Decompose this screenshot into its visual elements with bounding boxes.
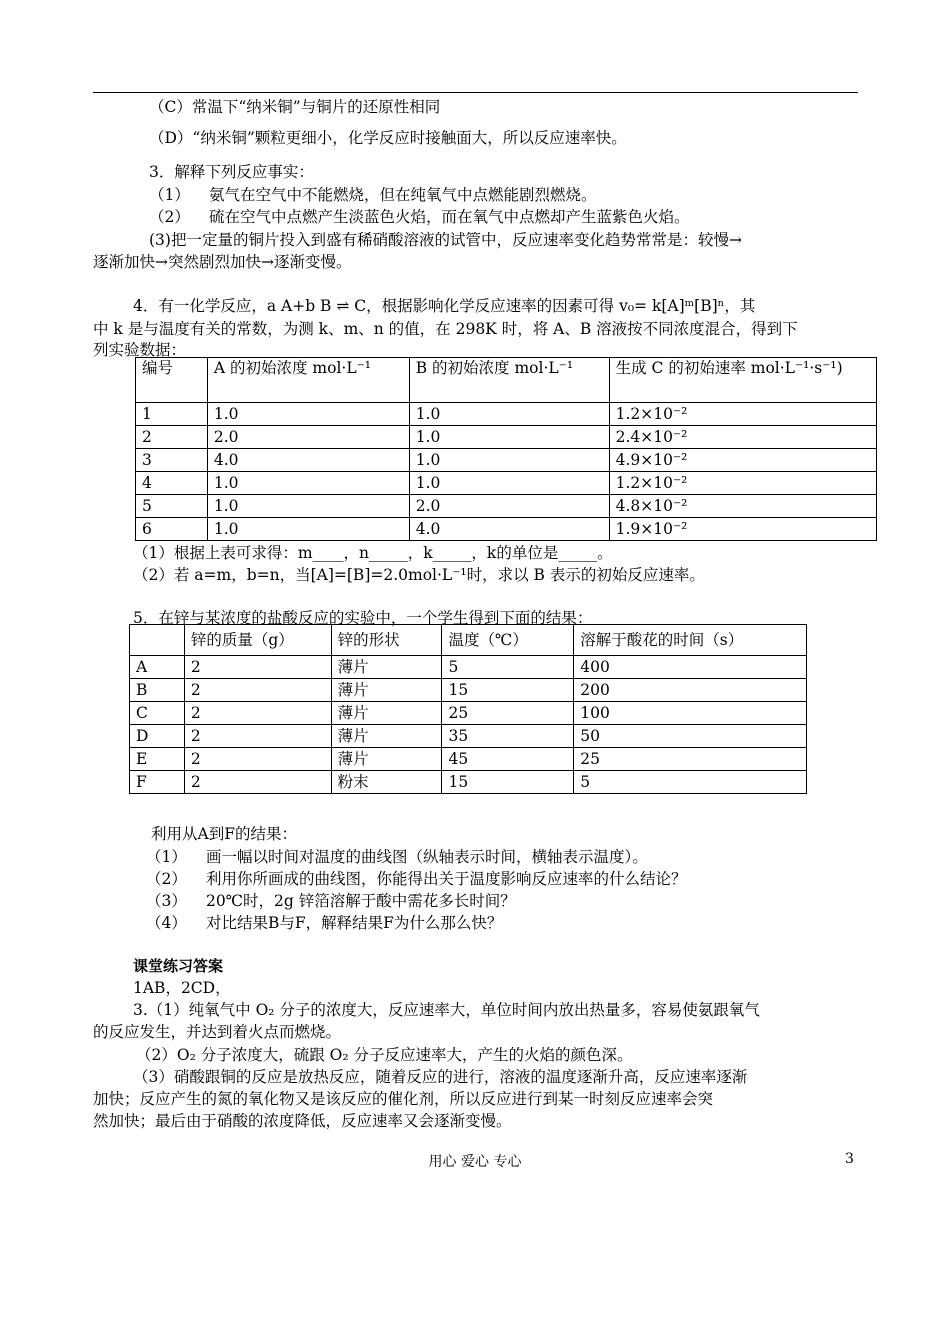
table-cell: 2.0 [409, 495, 609, 518]
q3-item-2-text: 硫在空气中点燃产生淡蓝色火焰，而在氧气中点燃却产生蓝紫色火焰。 [209, 208, 690, 226]
table-row [136, 449, 877, 472]
table-cell: 35 [442, 725, 574, 748]
table-cell: 5 [136, 495, 208, 518]
table-cell: 4 [136, 472, 208, 495]
table-cell: 1.0 [207, 403, 409, 426]
answer-3-line3: （2）O₂ 分子浓度大，硫跟 O₂ 分子反应速率大，产生的火焰的颜色深。 [136, 1046, 633, 1064]
table-cell: 1.0 [409, 426, 609, 449]
table-cell: 25 [574, 748, 807, 771]
page-footer: 用心 爱心 专心 [428, 1154, 522, 1170]
q4-line2: 中 k 是与温度有关的常数，为测 k、m、n 的值，在 298K 时，将 A、B 溶液按不同浓度混合，得到下 [93, 320, 798, 338]
table-row [130, 702, 807, 725]
q5-item-3 [146, 891, 516, 911]
table-cell: 50 [574, 725, 807, 748]
table-header-cell: B 的初始浓度 mol·L⁻¹ [409, 358, 609, 403]
answer-3-line4: （3）硝酸跟铜的反应是放热反应，随着反应的进行，溶液的温度逐渐升高，反应速率逐渐 [133, 1068, 748, 1086]
table-header-cell: 溶解于酸花的时间（s） [574, 625, 807, 656]
table-cell: 1.9×10⁻² [609, 518, 876, 541]
option-c: （C）常温下“纳米铜”与铜片的还原性相同 [149, 98, 441, 116]
table-cell: D [130, 725, 185, 748]
q5-item-1 [146, 847, 648, 867]
table-cell: 4.0 [207, 449, 409, 472]
table-cell: 薄片 [331, 679, 442, 702]
table-cell: 2 [184, 748, 331, 771]
table-cell: 1.0 [207, 472, 409, 495]
table-cell: E [130, 748, 185, 771]
q5-item-2-text: 利用你所画成的曲线图，你能得出关于温度影响反应速率的什么结论？ [206, 870, 687, 888]
table-cell: 2 [184, 656, 331, 679]
rate-data-table [135, 357, 877, 541]
table-cell: 薄片 [331, 725, 442, 748]
table-cell: 1.0 [409, 449, 609, 472]
q5-title: 5．在锌与某浓度的盐酸反应的实验中，一个学生得到下面的结果： [133, 609, 593, 627]
option-d: （D）“纳米铜”颗粒更细小，化学反应时接触面大，所以反应速率快。 [149, 129, 627, 147]
table-cell: 3 [136, 449, 208, 472]
q5-item-3-text: 20℃时，2g 锌箔溶解于酸中需花多长时间？ [206, 892, 516, 910]
answer-3-line5: 加快；反应产生的氮的氧化物又是该反应的催化剂，所以反应进行到某一时刻反应速率会突 [93, 1090, 714, 1108]
answer-3-line1: 3.（1）纯氧气中 O₂ 分子的浓度大，反应速率大，单位时间内放出热量多，容易使氨跟氧气 [133, 1001, 760, 1019]
table-cell: 1.0 [207, 495, 409, 518]
q5-item-1-num: （1） [146, 848, 187, 866]
answer-3-line6: 然加快；最后由于硝酸的浓度降低，反应速率又会逐渐变慢。 [93, 1112, 512, 1130]
table-row [130, 748, 807, 771]
table-row [130, 725, 807, 748]
table-cell: 5 [442, 656, 574, 679]
q3-title: 3．解释下列反应事实： [149, 163, 314, 181]
table-cell: 2 [184, 725, 331, 748]
table-cell: 薄片 [331, 656, 442, 679]
table-cell: 4.0 [409, 518, 609, 541]
header-rule [93, 92, 858, 93]
q5-item-4-text: 对比结果B与F，解释结果F为什么那么快？ [206, 914, 503, 932]
q3-item-1 [149, 185, 597, 205]
q5-item-4-num: （4） [146, 914, 187, 932]
table-cell: 薄片 [331, 702, 442, 725]
q4-line1: 4．有一化学反应，a A+b B ⇌ C，根据影响化学反应速率的因素可得 v₀= k[A]ᵐ[B]ⁿ，其 [133, 297, 756, 315]
table-header-cell: A 的初始浓度 mol·L⁻¹ [207, 358, 409, 403]
q3-item-3-line1: (3)把一定量的铜片投入到盛有稀硝酸溶液的试管中，反应速率变化趋势常常是：较慢→ [149, 231, 742, 249]
table-row [136, 472, 877, 495]
table-header-cell: 锌的形状 [331, 625, 442, 656]
table-row [136, 495, 877, 518]
q4-sub-1: （1）根据上表可求得：m____，n_____，k_____，k的单位是_____。 [133, 544, 613, 562]
table-cell: 25 [442, 702, 574, 725]
table-cell: 1.2×10⁻² [609, 472, 876, 495]
q4-line3: 列实验数据： [93, 341, 187, 359]
table-cell: 1 [136, 403, 208, 426]
table-cell: 2 [184, 679, 331, 702]
table-cell: 4.9×10⁻² [609, 449, 876, 472]
table-cell: 1.0 [409, 472, 609, 495]
table-cell: 1.0 [207, 518, 409, 541]
table-cell: 2 [184, 702, 331, 725]
q5-item-2-num: （2） [146, 870, 187, 888]
table-cell: 200 [574, 679, 807, 702]
answer-3-line2: 的反应发生，并达到着火点而燃烧。 [93, 1023, 342, 1041]
table-row [130, 679, 807, 702]
table-cell: 400 [574, 656, 807, 679]
table-cell: 2 [136, 426, 208, 449]
table-header-row [136, 358, 877, 403]
q4-sub-2: （2）若 a=m，b=n，当[A]=[B]=2.0mol·L⁻¹时，求以 B 表示的初始反应速率。 [133, 566, 705, 584]
table-row [136, 403, 877, 426]
answer-1: 1AB，2CD， [133, 979, 231, 997]
table-header-cell [130, 625, 185, 656]
table-header-row [130, 625, 807, 656]
table-header-cell: 编号 [136, 358, 208, 403]
table-row [130, 771, 807, 794]
zinc-data-table [129, 624, 807, 794]
table-cell: 15 [442, 679, 574, 702]
table-header-cell: 锌的质量（g） [184, 625, 331, 656]
q3-item-2 [149, 207, 690, 227]
q3-item-1-text: 氨气在空气中不能燃烧，但在纯氧气中点燃能剧烈燃烧。 [209, 186, 597, 204]
table-cell: A [130, 656, 185, 679]
table-cell: C [130, 702, 185, 725]
page-number: 3 [845, 1151, 854, 1167]
q3-item-2-num: （2） [149, 208, 190, 226]
q5-item-1-text: 画一幅以时间对温度的曲线图（纵轴表示时间，横轴表示温度）。 [206, 848, 648, 866]
table-cell: 1.2×10⁻² [609, 403, 876, 426]
table-cell: 4.8×10⁻² [609, 495, 876, 518]
q5-intro: 利用从A到F的结果： [151, 825, 297, 843]
table-cell: 5 [574, 771, 807, 794]
table-cell: F [130, 771, 185, 794]
table-header-cell: 生成 C 的初始速率 mol·L⁻¹·s⁻¹) [609, 358, 876, 403]
q3-item-1-num: （1） [149, 186, 190, 204]
table-row [130, 656, 807, 679]
table-cell: 100 [574, 702, 807, 725]
table-cell: 粉末 [331, 771, 442, 794]
table-cell: 2.0 [207, 426, 409, 449]
q3-item-3-line2: 逐渐加快→突然剧烈加快→逐渐变慢。 [93, 253, 352, 271]
table-cell: 6 [136, 518, 208, 541]
q5-item-3-num: （3） [146, 892, 187, 910]
q5-item-2 [146, 869, 687, 889]
table-cell: 1.0 [409, 403, 609, 426]
answers-title: 课堂练习答案 [133, 957, 224, 975]
q5-item-4 [146, 913, 502, 933]
table-cell: 2.4×10⁻² [609, 426, 876, 449]
table-row [136, 426, 877, 449]
table-cell: 45 [442, 748, 574, 771]
table-cell: 薄片 [331, 748, 442, 771]
table-cell: 15 [442, 771, 574, 794]
table-header-cell: 温度（℃） [442, 625, 574, 656]
table-row [136, 518, 877, 541]
table-cell: 2 [184, 771, 331, 794]
table-cell: B [130, 679, 185, 702]
